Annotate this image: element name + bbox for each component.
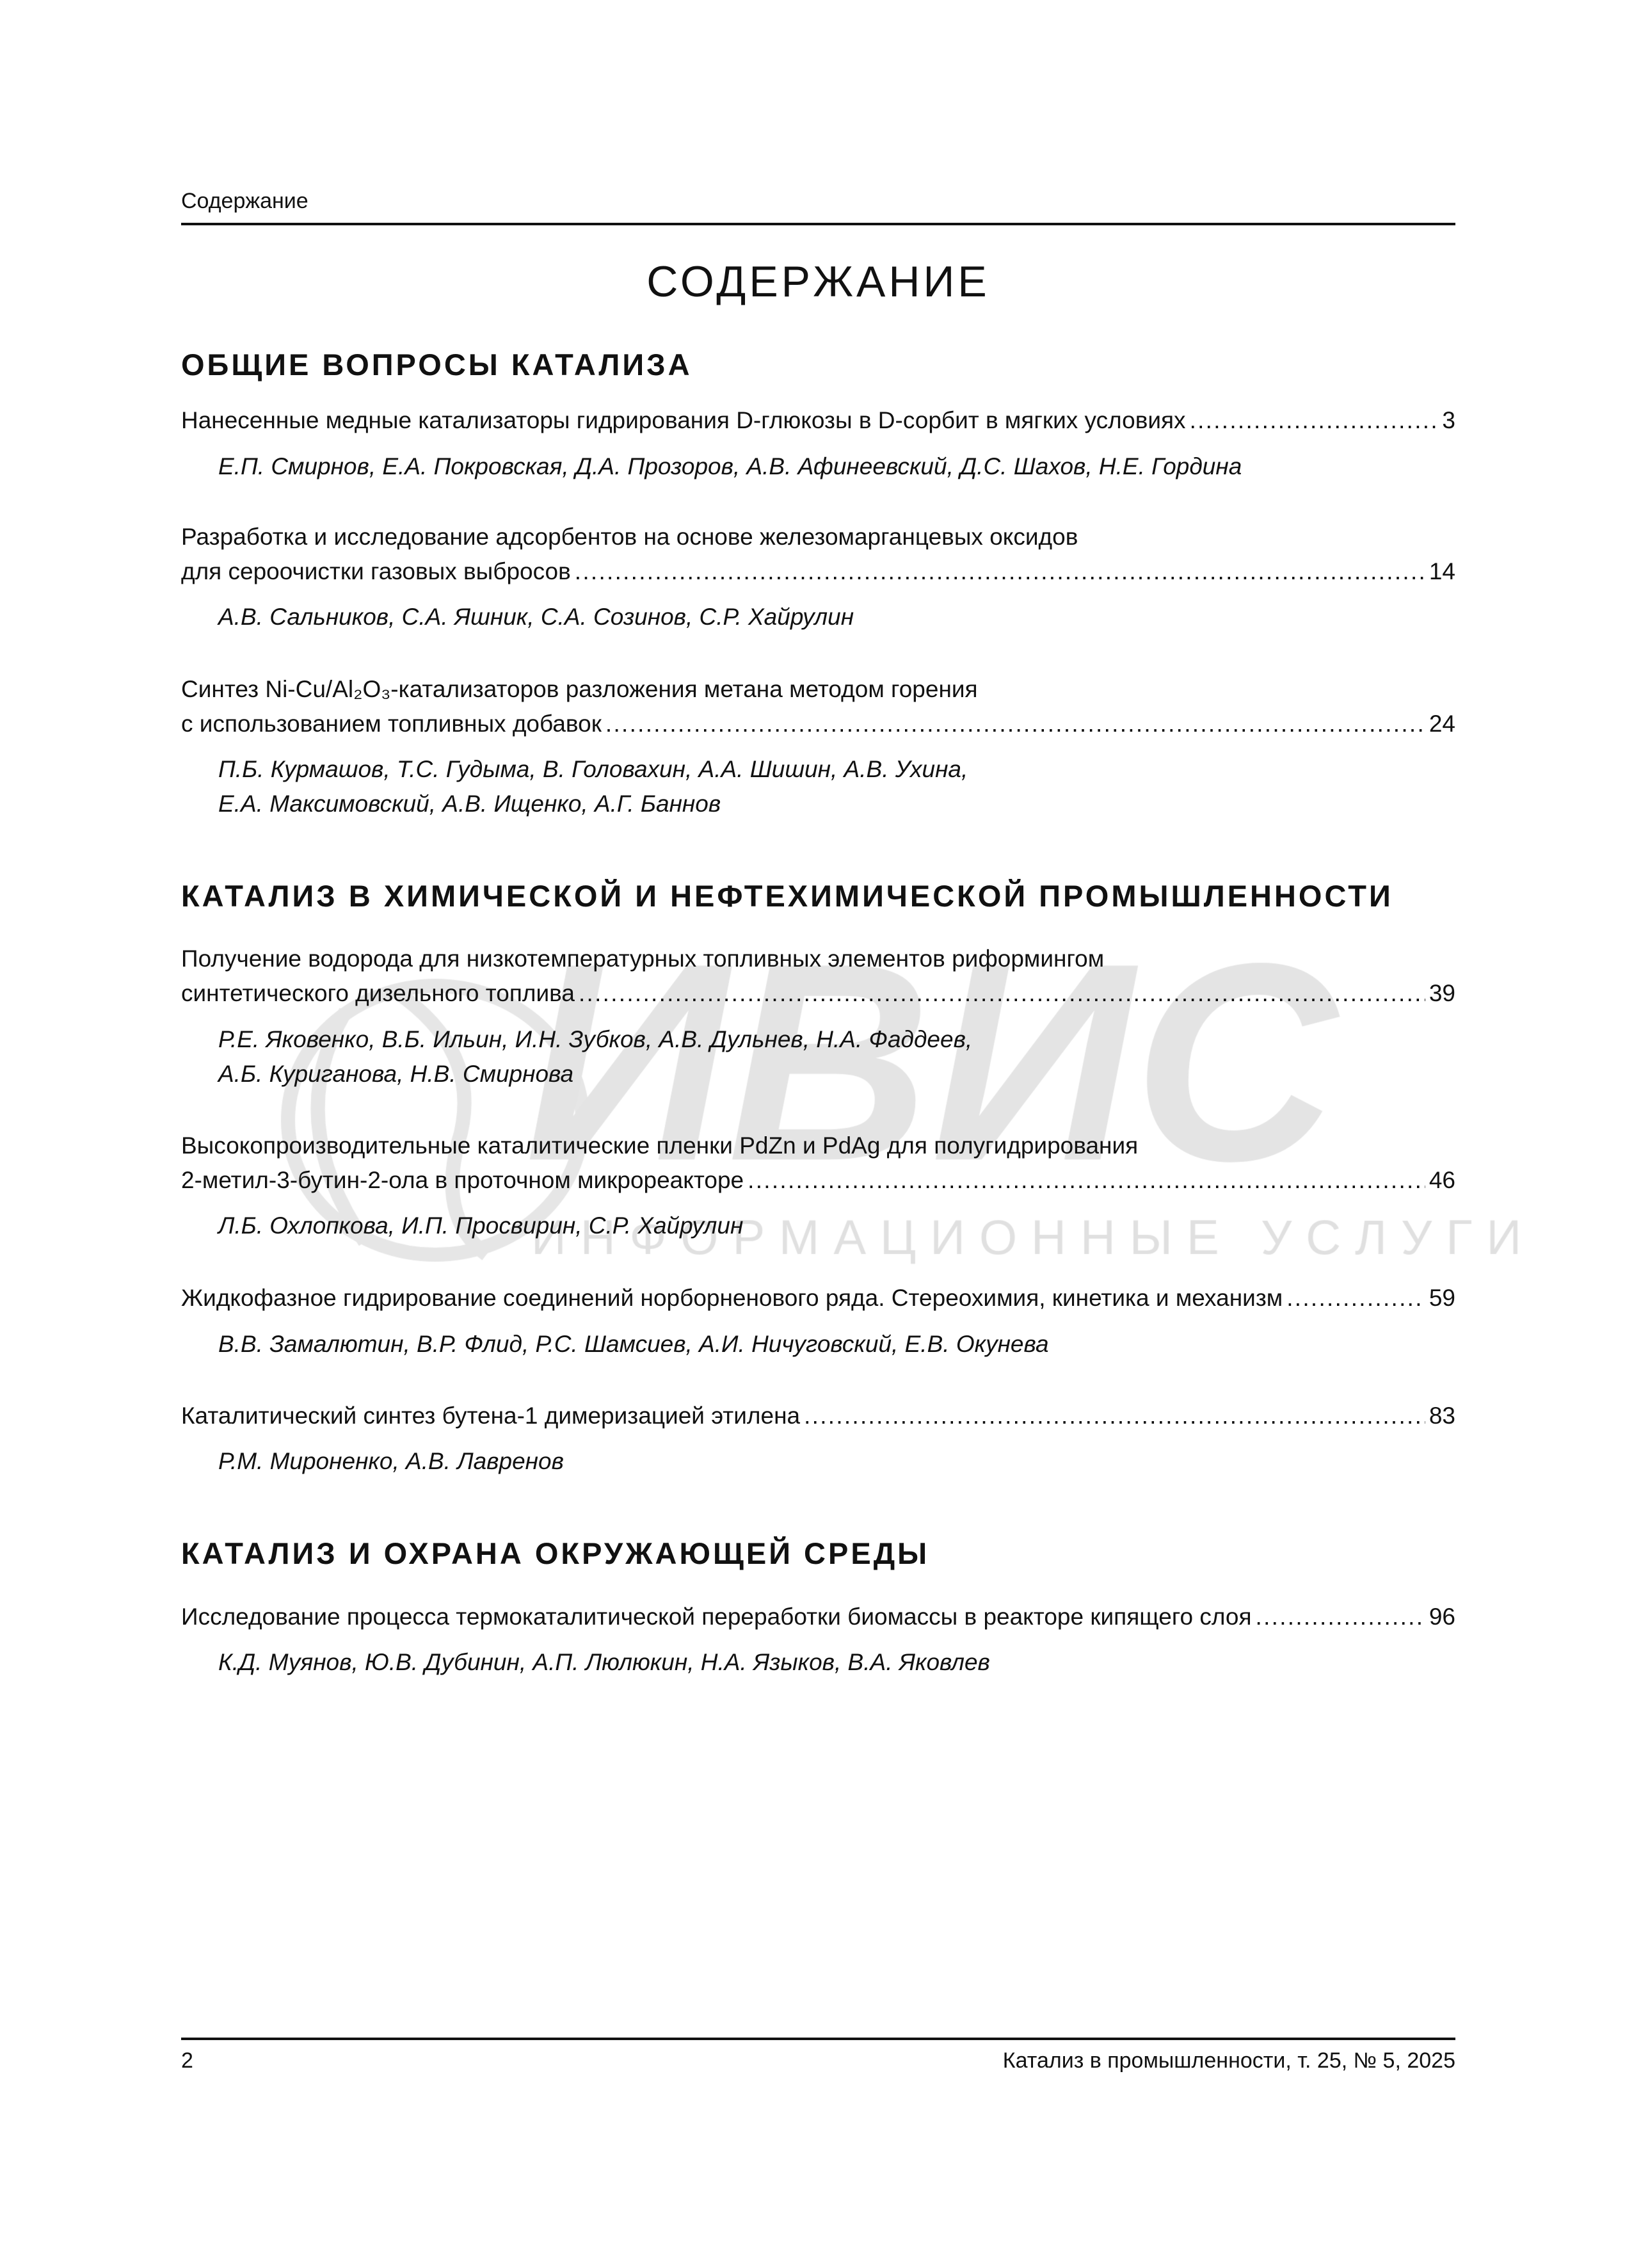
section-heading: КАТАЛИЗ В ХИМИЧЕСКОЙ И НЕФТЕХИМИЧЕСКОЙ ПРОМЫШЛЕННОСТИ [181,879,1393,913]
entry-title: синтетического дизельного топлива [181,980,575,1006]
section-heading: КАТАЛИЗ И ОХРАНА ОКРУЖАЮЩЕЙ СРЕДЫ [181,1536,930,1570]
dot-leader [1190,403,1439,438]
entry-title: Нанесенные медные катализаторы гидрирования D-глюкозы в D-сорбит в мягких условиях [181,407,1186,433]
entry-title: для сероочистки газовых выбросов [181,558,571,584]
header-rule [181,223,1455,225]
page-title: СОДЕРЖАНИЕ [646,257,990,306]
entry-title: Разработка и исследование адсорбентов на основе железомарганцевых оксидов [181,524,1078,550]
page-number: 83 [1429,1403,1455,1429]
entry-title: Исследование процесса термокаталитической переработки биомассы в реакторе кипящего слоя [181,1604,1252,1630]
entry-authors: А.В. Сальников, С.А. Яшник, С.А. Созинов, С.Р. Хайрулин [218,604,854,630]
dot-leader [1286,1281,1425,1315]
entry-authors: П.Б. Курмашов, Т.С. Гудыма, В. Головахин, А.А. Шишин, А.В. Ухина, [218,756,968,782]
dot-leader [748,1163,1425,1198]
entry-authors: Л.Б. Охлопкова, И.П. Просвирин, С.Р. Хайрулин [218,1212,744,1239]
page-number: 46 [1429,1167,1455,1193]
toc-entry[interactable] [181,1600,1455,1634]
toc-entry[interactable] [181,1399,1455,1433]
entry-authors: А.Б. Куриганова, Н.В. Смирнова [218,1061,574,1087]
entry-title: с использованием топливных добавок [181,711,602,737]
page-number: 39 [1429,980,1455,1006]
dot-leader [1256,1600,1425,1634]
entry-authors: Р.М. Мироненко, А.В. Лавренов [218,1448,564,1474]
entry-authors: Е.А. Максимовский, А.В. Ищенко, А.Г. Баннов [218,791,721,817]
entry-authors: В.В. Замалютин, В.Р. Флид, Р.С. Шамсиев, А.И. Ничуговский, Е.В. Окунева [218,1331,1049,1357]
dot-leader [605,707,1425,741]
page-number: 3 [1442,407,1455,433]
footer-journal: Катализ в промышленности, т. 25, № 5, 2025 [1002,2048,1455,2073]
dot-leader [575,554,1425,589]
running-header: Содержание [181,189,308,213]
page-number: 96 [1429,1604,1455,1630]
entry-title: Каталитический синтез бутена-1 димеризацией этилена [181,1403,801,1429]
section-heading: ОБЩИЕ ВОПРОСЫ КАТАЛИЗА [181,348,692,382]
entry-authors: Е.П. Смирнов, Е.А. Покровская, Д.А. Прозоров, А.В. Афинеевский, Д.С. Шахов, Н.Е. Гордина [218,453,1242,479]
page-number: 14 [1429,558,1455,584]
toc-entry[interactable] [181,1281,1455,1315]
entry-title: 2-метил-3-бутин-2-ола в проточном микрореакторе [181,1167,744,1193]
footer-rule [181,2038,1455,2040]
toc-entry[interactable] [181,403,1455,438]
dot-leader [804,1399,1425,1433]
toc-entry[interactable] [181,672,1455,741]
entry-authors: К.Д. Муянов, Ю.В. Дубинин, А.П. Люлюкин, Н.А. Языков, В.А. Яковлев [218,1649,990,1675]
toc-entry[interactable] [181,520,1455,589]
entry-title: Жидкофазное гидрирование соединений норборненового ряда. Стереохимия, кинетика и механизм [181,1285,1283,1311]
dot-leader [579,976,1425,1011]
entry-authors: Р.Е. Яковенко, В.Б. Ильин, И.Н. Зубков, А.В. Дульнев, Н.А. Фаддеев, [218,1026,973,1052]
toc-entry[interactable] [181,942,1455,1011]
toc-entry[interactable] [181,1129,1455,1198]
entry-title: Высокопроизводительные каталитические пленки PdZn и PdAg для полугидрирования [181,1132,1139,1159]
footer-page-number: 2 [181,2048,193,2073]
page-number: 24 [1429,711,1455,737]
page-number: 59 [1429,1285,1455,1311]
entry-title: Получение водорода для низкотемпературных топливных элементов риформингом [181,945,1105,972]
entry-title: Синтез Ni-Cu/Al₂O₃-катализаторов разложения метана методом горения [181,676,978,702]
